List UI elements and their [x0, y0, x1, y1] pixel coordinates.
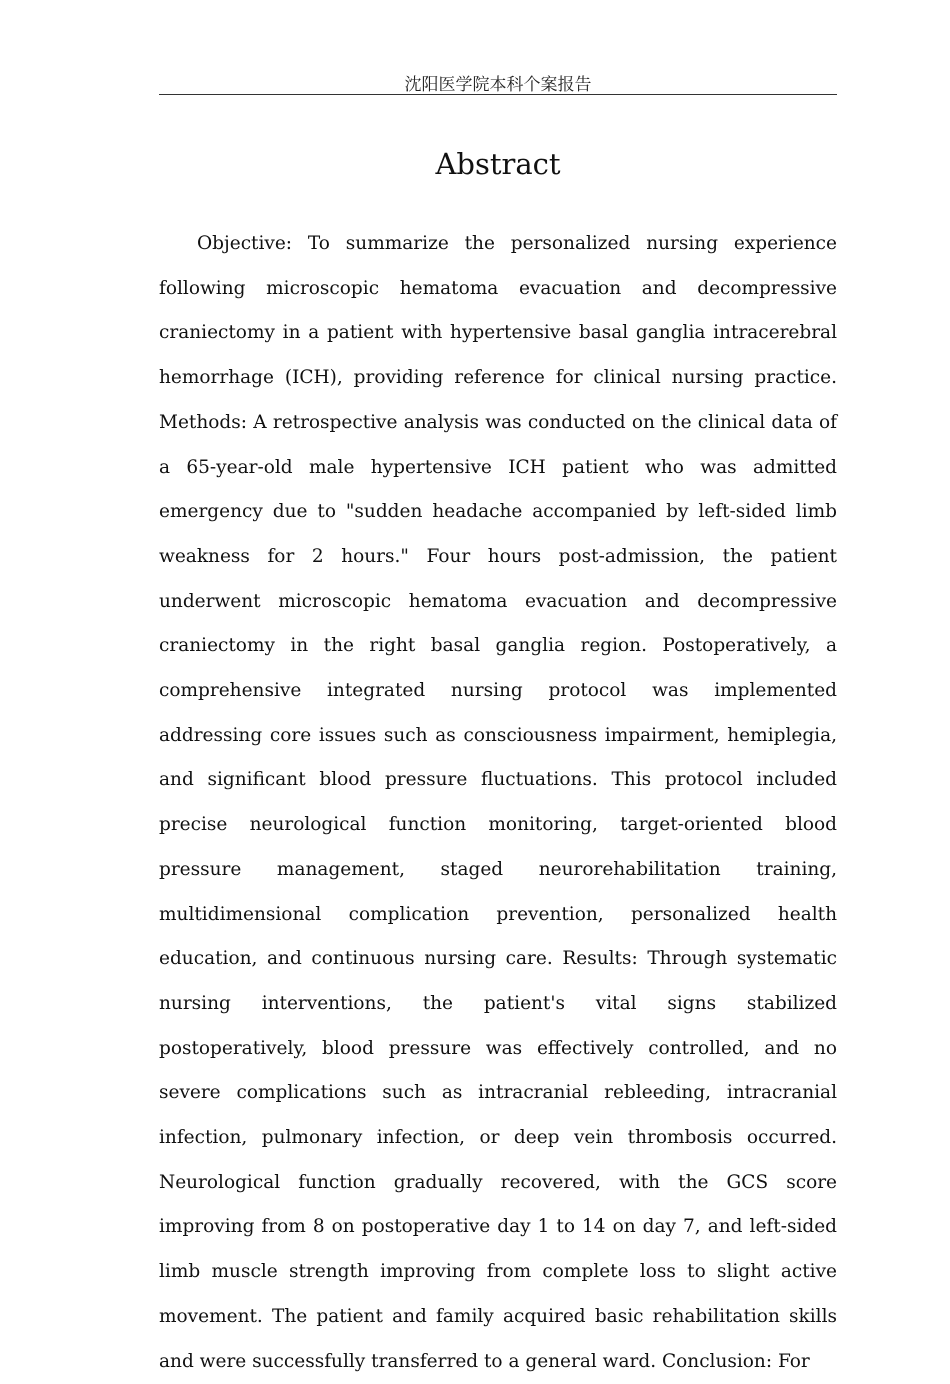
running-header: 沈阳医学院本科个案报告: [404, 75, 592, 95]
header-rule: [159, 94, 837, 95]
abstract-body: Objective: To summarize the personalized nursing experience following microscopic hematoma evacuation and decompressive craniectomy in a patient with hypertensive basal ganglia intracerebral hemorrhage (ICH), providing reference for clinical nursing practice. Methods: A retrospective analysis was conducted on the clinical data of a 65-year-old male hypertensive ICH patient who was admitted emergency due to "sudden headache accompanied by left-sided limb weakness for 2 hours." Four hours post-admission, the patient underwent microscopic hematoma evacuation and decompressive craniectomy in the right basal ganglia region. Postoperatively, a comprehensive integrated nursing protocol was implemented addressing core issues such as consciousness impairment, hemiplegia, and significant blood pressure fluctuations. This protocol included precise neurological function monitoring, target-oriented blood pressure management, staged neurorehabilitation training, multidimensional complication prevention, personalized health education, and continuous nursing care. Results: Through systematic nursing interventions, the patient's vital signs stabilized postoperatively, blood pressure was effectively controlled, and no severe complications such as intracranial rebleeding, intracranial infection, pulmonary infection, or deep vein thrombosis occurred. Neurological function gradually recovered, with the GCS score improving from 8 on postoperative day 1 to 14 on day 7, and left-sided limb muscle strength improving from complete loss to slight active movement. The patient and family acquired basic rehabilitation skills and were successfully transferred to a general ward. Conclusion: For: [159, 233, 837, 1372]
abstract-title: Abstract: [435, 147, 561, 181]
